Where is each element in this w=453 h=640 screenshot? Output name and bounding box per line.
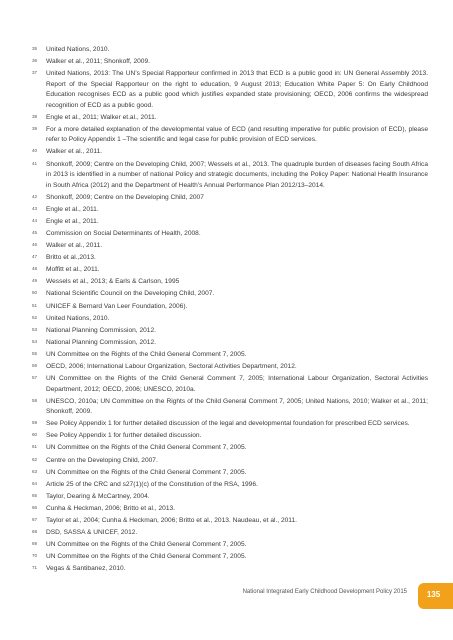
- endnote-item: [32, 504, 428, 515]
- endnote-number: 63: [32, 468, 38, 474]
- endnote-item: [32, 241, 428, 252]
- endnote-text: UNESCO, 2010a; UN Committee on the Rights of the Child General Comment 7, 2005; United Nations, 2010; Walker et al., 2011; Shonkoff, 2009.: [46, 397, 428, 416]
- endnote-number: 41: [32, 160, 38, 166]
- endnote-item: [32, 516, 428, 527]
- footer-title: National Integrated Early Childhood Development Policy 2015: [242, 589, 407, 595]
- endnote-item: [32, 540, 428, 551]
- endnote-number: 58: [32, 397, 38, 403]
- endnote-text: Wessels et al., 2013; & Earls & Carlson, 1995: [46, 278, 180, 286]
- endnote-text: Taylor et al., 2004; Cunha & Heckman, 2006; Britto et al., 2013. Naudeau, et al., 2011.: [46, 517, 297, 524]
- endnote-number: 54: [32, 338, 38, 344]
- endnote-text: Taylor, Dearing & McCartney, 2004.: [46, 492, 150, 500]
- endnote-number: 65: [32, 492, 38, 498]
- endnote-number: 57: [32, 375, 38, 381]
- endnote-item: [32, 326, 428, 337]
- endnote-text: Article 25 of the CRC and s27(1)(c) of the Constitution of the RSA, 1996.: [46, 480, 258, 488]
- endnote-text: United Nations, 2010.: [46, 314, 110, 322]
- endnote-item: [32, 397, 428, 418]
- endnote-number: 50: [32, 290, 38, 296]
- endnote-number: 62: [32, 456, 38, 462]
- endnotes-list: [32, 45, 428, 576]
- endnote-number: 43: [32, 205, 38, 211]
- endnote-text: Vegas & Santibanez, 2010.: [46, 565, 126, 573]
- endnote-text: OECD, 2006; International Labour Organization, Sectoral Activities Department, 2012.: [46, 362, 297, 370]
- endnote-item: [32, 289, 428, 300]
- endnote-item: [32, 302, 428, 313]
- endnote-item: [32, 217, 428, 228]
- endnote-text: Walker et al., 2011; Shonkoff, 2009.: [46, 58, 150, 66]
- page-footer: [0, 583, 453, 609]
- endnote-number: 52: [32, 314, 38, 320]
- endnote-text: See Policy Appendix 1 for further detailed discussion of the legal and developmental foundation for prescribed ECD services.: [46, 420, 410, 428]
- endnote-number: 37: [32, 70, 38, 76]
- endnote-text: Engle et al., 2011; Walker et.al., 2011.: [46, 113, 157, 121]
- endnote-number: 47: [32, 254, 38, 260]
- page-number: 135: [426, 590, 441, 599]
- endnote-text: Moffitt et al., 2011.: [46, 266, 100, 274]
- endnote-text: United Nations, 2013: The UN’s Special Rapporteur confirmed in 2013 that ECD is a public good in: UN General Assembly 2013. Report of the Special Rapporteur on the right to education, 9 August 2013; Education White Paper 5: On Early Childhood Education recognises ECD as a public good which justifies expanded state provisioning; OECD, 2006 confirms the widespread recognition of ECD as a public good.: [46, 70, 428, 109]
- endnote-text: Britto et al.,2013.: [46, 254, 96, 262]
- endnote-text: UN Committee on the Rights of the Child General Comment 7, 2005.: [46, 553, 247, 561]
- endnote-item: [32, 350, 428, 361]
- endnote-text: UN Committee on the Rights of the Child General Comment 7, 2005.: [46, 444, 247, 452]
- endnote-item: [32, 374, 428, 395]
- endnote-item: [32, 125, 428, 146]
- endnote-item: [32, 160, 428, 192]
- endnote-text: See Policy Appendix 1 for further detailed discussion.: [46, 432, 202, 440]
- endnote-number: 35: [32, 46, 38, 51]
- endnote-item: [32, 265, 428, 276]
- endnote-item: [32, 314, 428, 325]
- endnote-text: Engle et al., 2011.: [46, 205, 99, 213]
- endnote-item: [32, 362, 428, 373]
- endnote-number: 42: [32, 193, 38, 199]
- endnote-number: 48: [32, 266, 38, 272]
- endnote-number: 56: [32, 362, 38, 368]
- endnote-text: Shonkoff, 2009; Centre on the Developing Child, 2007: [46, 193, 204, 201]
- endnote-number: 53: [32, 326, 38, 332]
- endnote-item: [32, 205, 428, 216]
- endnote-number: 60: [32, 432, 38, 438]
- endnote-text: UN Committee on the Rights of the Child General Comment 7, 2005.: [46, 541, 247, 549]
- endnote-number: 68: [32, 529, 38, 535]
- endnote-item: [32, 277, 428, 288]
- endnote-item: [32, 338, 428, 349]
- endnote-item: [32, 229, 428, 240]
- endnote-text: National Planning Commission, 2012.: [46, 326, 156, 334]
- page-number-badge: [418, 583, 453, 609]
- endnote-number: 39: [32, 125, 38, 131]
- endnote-number: 59: [32, 420, 38, 426]
- endnote-text: Cunha & Heckman, 2006; Britto et al., 2013.: [46, 504, 176, 512]
- endnote-text: Walker et al., 2011.: [46, 242, 103, 250]
- endnote-text: UNICEF & Bernard Van Leer Foundation, 2006).: [46, 302, 188, 310]
- endnote-item: [32, 456, 428, 467]
- endnote-number: 70: [32, 553, 38, 559]
- endnote-number: 44: [32, 217, 38, 223]
- endnote-text: Centre on the Developing Child, 2007.: [46, 456, 158, 464]
- endnote-number: 36: [32, 58, 38, 64]
- endnote-text: UN Committee on the Rights of the Child General Comment 7, 2005; International Labour Organization, Sectoral Activities Department, 2012; OECD, 2006; UNESCO, 2010a.: [46, 375, 428, 393]
- endnote-item: [32, 492, 428, 503]
- endnote-item: [32, 69, 428, 111]
- endnote-item: [32, 113, 428, 124]
- endnote-text: Engle et al., 2011.: [46, 217, 99, 225]
- endnote-item: [32, 193, 428, 204]
- endnote-item: [32, 419, 428, 430]
- endnote-number: 55: [32, 350, 38, 356]
- endnote-number: 67: [32, 517, 38, 522]
- endnote-text: National Planning Commission, 2012.: [46, 338, 156, 346]
- endnote-text: Walker et al., 2011.: [46, 148, 103, 156]
- endnote-text: United Nations, 2010.: [46, 46, 110, 53]
- endnote-item: [32, 564, 428, 575]
- endnote-text: UN Committee on the Rights of the Child General Comment 7, 2005.: [46, 468, 247, 476]
- endnote-number: 69: [32, 541, 38, 547]
- endnote-number: 49: [32, 278, 38, 284]
- endnote-item: [32, 528, 428, 539]
- endnote-number: 71: [32, 565, 38, 571]
- endnote-text: National Scientific Council on the Developing Child, 2007.: [46, 290, 215, 298]
- endnote-item: [32, 45, 428, 56]
- endnote-number: 38: [32, 113, 38, 119]
- endnote-number: 51: [32, 302, 38, 308]
- endnote-text: For a more detailed explanation of the developmental value of ECD (and resulting imperative for public provision of ECD), please refer to Policy Appendix 1 –The scientific and legal case for public provision of ECD services.: [46, 125, 428, 144]
- endnote-text: Commission on Social Determinants of Health, 2008.: [46, 229, 201, 237]
- endnote-text: UN Committee on the Rights of the Child General Comment 7, 2005.: [46, 350, 247, 358]
- endnote-number: 46: [32, 242, 38, 248]
- endnote-number: 64: [32, 480, 38, 486]
- endnote-number: 40: [32, 148, 38, 154]
- endnote-item: [32, 552, 428, 563]
- endnote-item: [32, 480, 428, 491]
- endnote-item: [32, 443, 428, 454]
- endnote-item: [32, 147, 428, 158]
- endnote-item: [32, 468, 428, 479]
- endnote-item: [32, 253, 428, 264]
- endnote-item: [32, 431, 428, 442]
- endnote-item: [32, 57, 428, 68]
- endnote-number: 45: [32, 229, 38, 235]
- endnote-text: Shonkoff, 2009; Centre on the Developing Child, 2007; Wessels et al., 2013. The quadruple burden of diseases facing South Africa in 2013 is identified in a number of national Policy and strategic documents, including the Policy Paper: National Health Insurance in South Africa (2012) and the Department of Health’s Annual Performance Plan 2012/13–2014.: [46, 160, 428, 189]
- endnote-number: 66: [32, 504, 38, 510]
- endnote-number: 61: [32, 444, 38, 450]
- endnote-text: DSD, SASSA & UNICEF, 2012.: [46, 529, 138, 537]
